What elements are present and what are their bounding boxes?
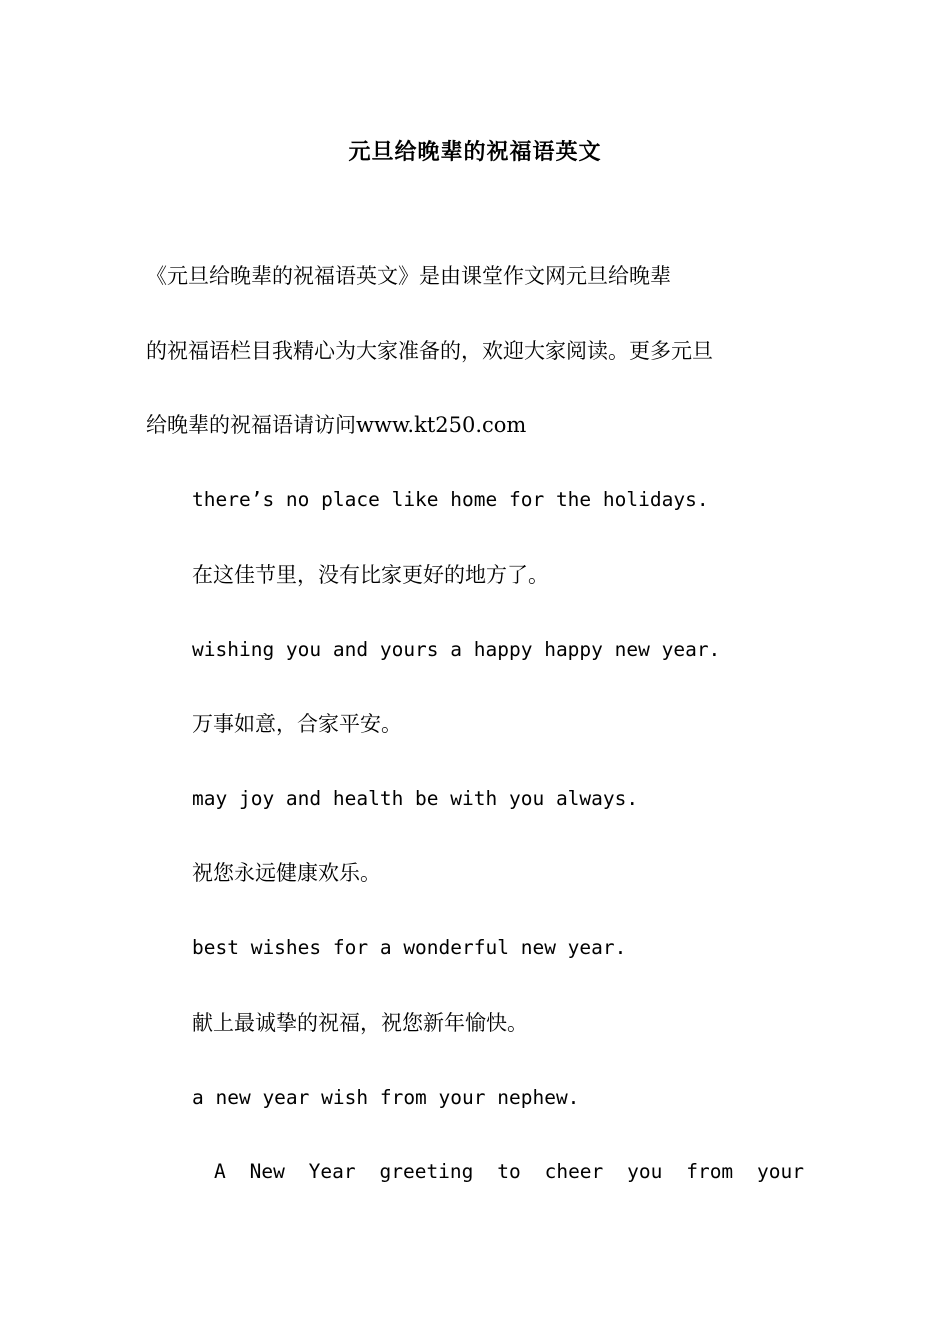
english-wish-line-justified: A New Year greeting to cheer you from your bbox=[214, 1160, 804, 1183]
chinese-translation-line: 祝您永远健康欢乐。 bbox=[192, 861, 381, 885]
chinese-translation-line: 献上最诚挚的祝福，祝您新年愉快。 bbox=[192, 1011, 528, 1035]
document-title: 元旦给晚辈的祝福语英文 bbox=[348, 139, 602, 165]
english-wish-line: best wishes for a wonderful new year. bbox=[192, 936, 627, 959]
intro-line-1: 《元旦给晚辈的祝福语英文》是由课堂作文网元旦给晚辈 bbox=[146, 264, 671, 288]
intro-line-3: 给晚辈的祝福语请访问www.kt250.com bbox=[146, 413, 527, 437]
english-wish-line: wishing you and yours a happy happy new year. bbox=[192, 638, 721, 661]
english-wish-line: may joy and health be with you always. bbox=[192, 787, 639, 810]
intro-line-2: 的祝福语栏目我精心为大家准备的，欢迎大家阅读。更多元旦 bbox=[146, 339, 713, 363]
chinese-translation-line: 万事如意，合家平安。 bbox=[192, 712, 402, 736]
chinese-translation-line: 在这佳节里，没有比家更好的地方了。 bbox=[192, 563, 549, 587]
english-wish-line: there’s no place like home for the holidays. bbox=[192, 488, 709, 511]
english-wish-line: a new year wish from your nephew. bbox=[192, 1086, 580, 1109]
